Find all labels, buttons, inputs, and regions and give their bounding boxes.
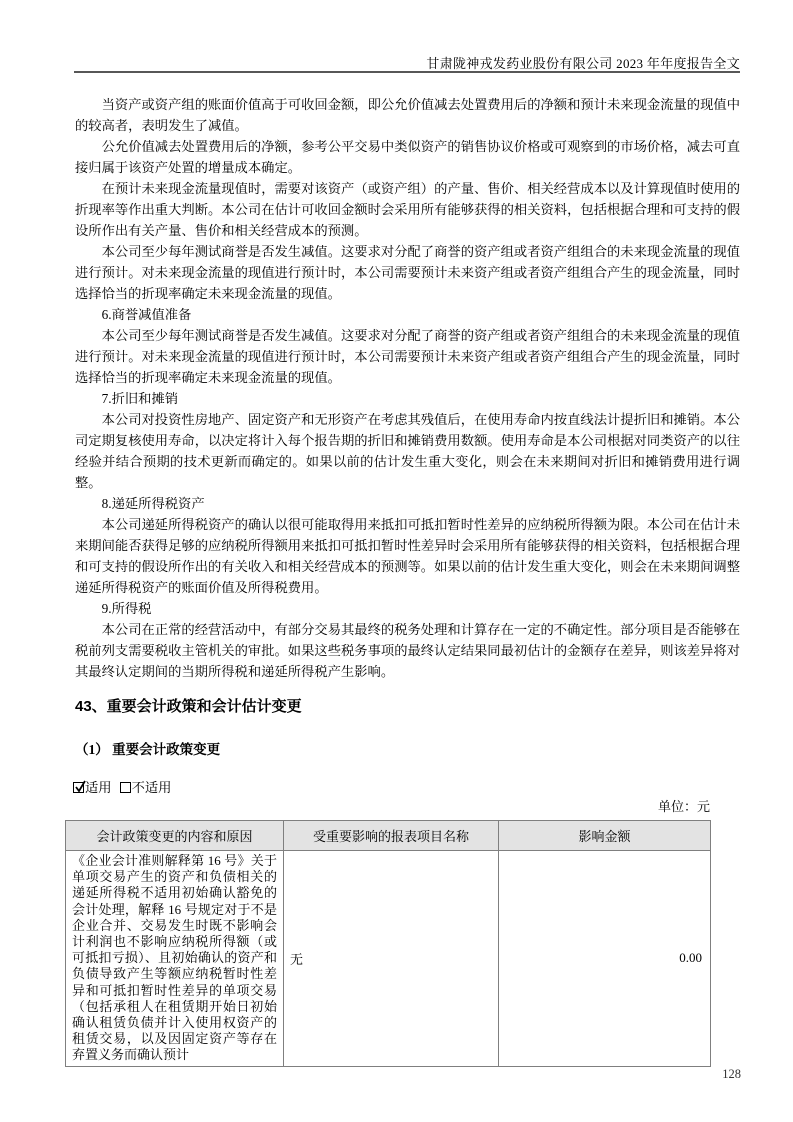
table-header-row <box>66 821 711 851</box>
list-item-income-tax: 9.所得税 <box>101 601 152 616</box>
list-item-goodwill-impairment: 6.商誉减值准备 <box>101 307 192 322</box>
table-row <box>66 851 711 1067</box>
body-paragraph: 本公司至少每年测试商誉是否发生减值。这要求对分配了商誉的资产组或者资产组组合的未来现金流量的现值进行预计。对未来现金流量的现值进行预计时，本公司需要预计未来资产组或者资产组组合产生的现金流量，同时选择恰当的折现率确定未来现金流量的现值。 <box>75 244 740 301</box>
page-number: 128 <box>722 1067 741 1081</box>
applicable-label: 适用 <box>85 780 112 795</box>
column-header-impact-amount: 影响金额 <box>499 821 711 851</box>
page-body <box>72 94 740 1067</box>
body-paragraph: 在预计未来现金流量现值时，需要对该资产（或资产组）的产量、售价、相关经营成本以及计算现值时使用的折现率等作出重大判断。本公司在估计可收回金额时会采用所有能够获得的相关资料，包括根据合理和可支持的假设所作出有关产量、售价和相关经营成本的预测。 <box>75 181 740 238</box>
header-divider <box>74 71 740 73</box>
body-paragraph: 本公司递延所得税资产的确认以很可能取得用来抵扣可抵扣暂时性差异的应纳税所得额为限。本公司在估计未来期间能否获得足够的应纳税所得额用来抵扣可抵扣暂时性差异时会采用所有能够获得的相关资料，包括根据合理和可支持的假设所作出的有关收入和相关经营成本的预测等。如果以前的估计发生重大变化，则会在未来期间调整递延所得税资产的账面价值及所得税费用。 <box>75 517 740 595</box>
document-header-title: 甘肃陇神戎发药业股份有限公司 2023 年年度报告全文 <box>426 56 740 71</box>
unchecked-checkbox-icon <box>120 782 131 793</box>
cell-affected-items: 无 <box>284 851 499 1067</box>
applicability-row <box>73 780 740 796</box>
not-applicable-label: 不适用 <box>131 780 172 795</box>
body-paragraph: 当资产或资产组的账面价值高于可收回金额，即公允价值减去处置费用后的净额和预计未来现金流量的现值中的较高者，表明发生了减值。 <box>75 97 740 133</box>
body-paragraph: 本公司至少每年测试商誉是否发生减值。这要求对分配了商誉的资产组或者资产组组合的未来现金流量的现值进行预计。对未来现金流量的现值进行预计时，本公司需要预计未来资产组或者资产组组合产生的现金流量，同时选择恰当的折现率确定未来现金流量的现值。 <box>75 328 740 385</box>
body-paragraph: 本公司在正常的经营活动中，有部分交易其最终的税务处理和计算存在一定的不确定性。部分项目是否能够在税前列支需要税收主管机关的审批。如果这些税务事项的最终认定结果同最初估计的金额存在差异，则该差异将对其最终认定期间的当期所得税和递延所得税产生影响。 <box>75 622 740 679</box>
cell-impact-amount: 0.00 <box>499 851 711 1067</box>
sub-section-heading: （1） 重要会计政策变更 <box>75 742 221 757</box>
column-header-reason: 会计政策变更的内容和原因 <box>66 821 284 851</box>
column-header-affected-items: 受重要影响的报表项目名称 <box>284 821 499 851</box>
body-paragraph: 公允价值减去处置费用后的净额，参考公平交易中类似资产的销售协议价格或可观察到的市场价格，减去可直接归属于该资产处置的增量成本确定。 <box>75 139 740 175</box>
section-heading: 43、重要会计政策和会计估计变更 <box>75 698 302 715</box>
cell-policy-change-reason: 《企业会计准则解释第 16 号》关于单项交易产生的资产和负债相关的递延所得税不适用初始确认豁免的会计处理，解释 16 号规定对于不是企业合并、交易发生时既不影响会计利润也不影响应纳税所得额（或可抵扣亏损）、且初始确认的资产和负债导致产生等额应纳税暂时性差异和可抵扣暂时性差异的单项交易（包括承租人在租赁期开始日初始确认租赁负债并计入使用权资产的租赁交易，以及因固定资产等存在弃置义务而确认预计 <box>66 851 284 1067</box>
accounting-policy-change-table <box>65 820 711 1067</box>
list-item-deferred-tax-assets: 8.递延所得税资产 <box>101 496 205 511</box>
list-item-depreciation-amortization: 7.折旧和摊销 <box>101 391 179 406</box>
unit-label: 单位：元 <box>657 799 710 814</box>
checked-checkbox-icon <box>73 782 84 793</box>
body-paragraph: 本公司对投资性房地产、固定资产和无形资产在考虑其残值后，在使用寿命内按直线法计提折旧和摊销。本公司定期复核使用寿命，以决定将计入每个报告期的折旧和摊销费用数额。使用寿命是本公司根据对同类资产的以往经验并结合预期的技术更新而确定的。如果以前的估计发生重大变化，则会在未来期间对折旧和摊销费用进行调整。 <box>75 412 740 490</box>
not-applicable-group <box>120 780 172 795</box>
